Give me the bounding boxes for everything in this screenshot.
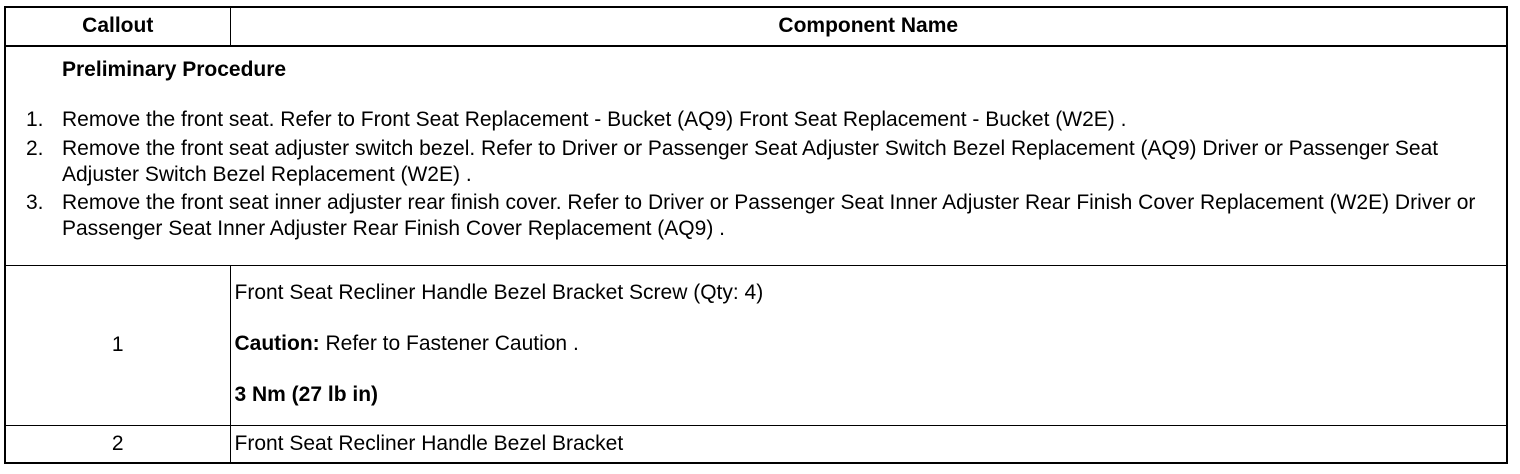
preliminary-procedure-heading: Preliminary Procedure: [62, 58, 287, 81]
table-row: [5, 265, 1507, 425]
table-header-row: [5, 7, 1507, 46]
step-text: Remove the front seat adjuster switch bezel. Refer to Driver or Passenger Seat Adjuster Switch Bezel Replacement (AQ9) Driver or Passenger Seat Adjuster Switch Bezel Replacement (W2E) .: [62, 136, 1439, 186]
list-item: [6, 136, 1506, 189]
list-item: [6, 190, 1506, 243]
component-name: Front Seat Recliner Handle Bezel Bracket Screw (Qty: 4): [234, 280, 764, 304]
preliminary-steps-list: [6, 107, 1506, 242]
callout-cell: 1: [5, 265, 230, 425]
step-number: 2.: [26, 136, 44, 160]
preliminary-procedure-cell: [5, 46, 1507, 265]
step-text: Remove the front seat inner adjuster rear finish cover. Refer to Driver or Passenger Seat Inner Adjuster Rear Finish Cover Replacement (W2E) Driver or Passenger Seat Inner Adjuster Rear Finish Cover Replacement (AQ9) .: [62, 191, 1476, 241]
component-name-column-header: Component Name: [230, 7, 1507, 46]
table-row: [5, 425, 1507, 463]
torque-spec: 3 Nm (27 lb in): [234, 383, 379, 406]
caution-note: [235, 331, 1507, 357]
component-table: [4, 6, 1508, 464]
callout-cell: 2: [5, 425, 230, 463]
list-item: [6, 107, 1506, 133]
step-number: 3.: [26, 191, 44, 214]
preliminary-procedure-row: [5, 46, 1507, 265]
callout-column-header: Callout: [5, 7, 230, 46]
caution-label: Caution:: [234, 331, 320, 355]
step-number: 1.: [26, 108, 44, 132]
component-name-cell: [230, 265, 1507, 425]
component-name-cell: Front Seat Recliner Handle Bezel Bracket: [230, 425, 1507, 463]
step-text: Remove the front seat. Refer to Front Seat Replacement - Bucket (AQ9) Front Seat Replacement - Bucket (W2E) .: [62, 108, 1127, 132]
caution-text: Refer to Fastener Caution .: [319, 331, 579, 355]
